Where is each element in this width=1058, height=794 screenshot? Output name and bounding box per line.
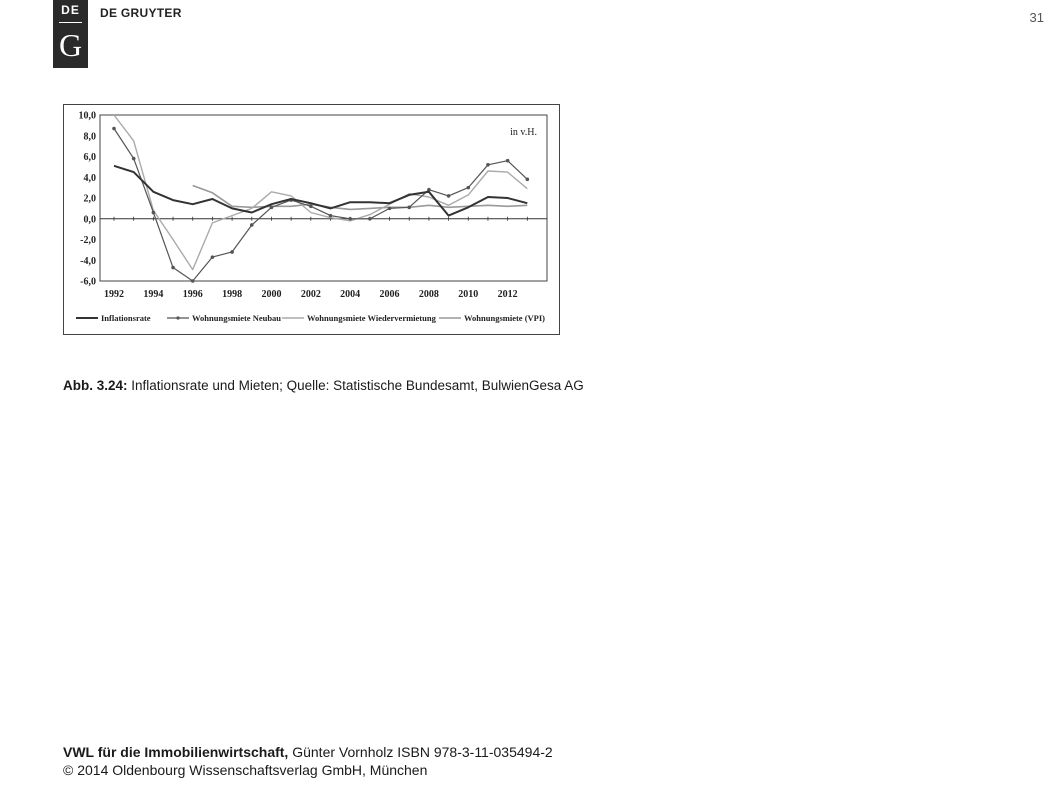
series-line — [114, 129, 527, 282]
x-tick-label: 2010 — [458, 289, 479, 300]
y-tick-label: -6,0 — [80, 276, 96, 288]
data-point — [171, 266, 175, 270]
data-point — [388, 207, 392, 211]
y-tick-label: 6,0 — [83, 152, 96, 163]
data-point — [152, 211, 156, 215]
legend-label: Wohnungsmiete Wiedervermietung — [307, 313, 436, 323]
x-tick-label: 2012 — [497, 289, 518, 300]
logo-g-letter: G — [58, 27, 83, 63]
footer-line-1 — [63, 743, 553, 761]
data-point — [348, 217, 352, 221]
x-tick-label: 1996 — [182, 289, 203, 300]
series-line — [193, 186, 528, 210]
legend-marker — [176, 316, 179, 319]
series-line — [114, 166, 527, 216]
de-gruyter-logo — [53, 0, 88, 68]
footer-copyright: © 2014 Oldenbourg Wissenschaftsverlag GmbH, München — [63, 762, 428, 778]
x-tick-label: 2006 — [379, 289, 400, 300]
y-tick-label: -2,0 — [80, 235, 96, 246]
line-chart — [64, 105, 559, 334]
data-point — [250, 223, 254, 227]
caption-text: Inflationsrate und Mieten; Quelle: Statistische Bundesamt, BulwienGesa AG — [131, 378, 584, 393]
data-point — [368, 217, 372, 221]
y-tick-label: 4,0 — [83, 172, 96, 184]
logo-de-text: DE — [61, 3, 80, 17]
y-tick-label: 2,0 — [83, 193, 96, 205]
x-tick-label: 1992 — [104, 289, 124, 300]
data-point — [447, 194, 451, 198]
book-info: Günter Vornholz ISBN 978-3-11-035494-2 — [292, 744, 553, 760]
unit-label: in v.H. — [510, 127, 537, 138]
data-point — [486, 163, 490, 167]
x-tick-label: 1994 — [143, 289, 164, 300]
data-point — [526, 178, 530, 182]
data-point — [329, 214, 333, 218]
legend-label: Wohnungsmiete Neubau — [192, 313, 282, 323]
x-tick-label: 2000 — [261, 289, 282, 300]
data-point — [407, 206, 411, 210]
x-tick-label: 1998 — [222, 289, 243, 300]
y-tick-label: 8,0 — [83, 131, 96, 143]
data-point — [112, 127, 116, 131]
data-point — [211, 255, 215, 259]
data-point — [132, 157, 136, 161]
x-tick-label: 2002 — [300, 289, 321, 300]
caption-number: Abb. 3.24: — [63, 378, 128, 393]
chart-frame — [63, 104, 560, 335]
data-point — [270, 206, 274, 210]
logo-divider — [59, 22, 82, 23]
data-point — [309, 205, 313, 209]
data-point — [466, 186, 470, 190]
x-tick-label: 2004 — [340, 289, 361, 300]
book-title: VWL für die Immobilienwirtschaft, — [63, 744, 289, 760]
x-tick-label: 2008 — [418, 289, 439, 300]
data-point — [230, 250, 234, 254]
y-tick-label: 10,0 — [78, 110, 96, 122]
data-point — [506, 159, 510, 163]
publisher-name: DE GRUYTER — [100, 6, 182, 20]
legend-label: Wohnungsmiete (VPI) — [464, 313, 545, 323]
legend-label: Inflationsrate — [101, 313, 151, 323]
data-point — [191, 279, 195, 283]
series-line — [114, 115, 527, 270]
footer — [63, 743, 553, 779]
figure-caption — [63, 378, 584, 393]
y-tick-label: 0,0 — [83, 214, 96, 226]
page-number: 31 — [1029, 10, 1044, 25]
y-tick-label: -4,0 — [80, 255, 96, 267]
